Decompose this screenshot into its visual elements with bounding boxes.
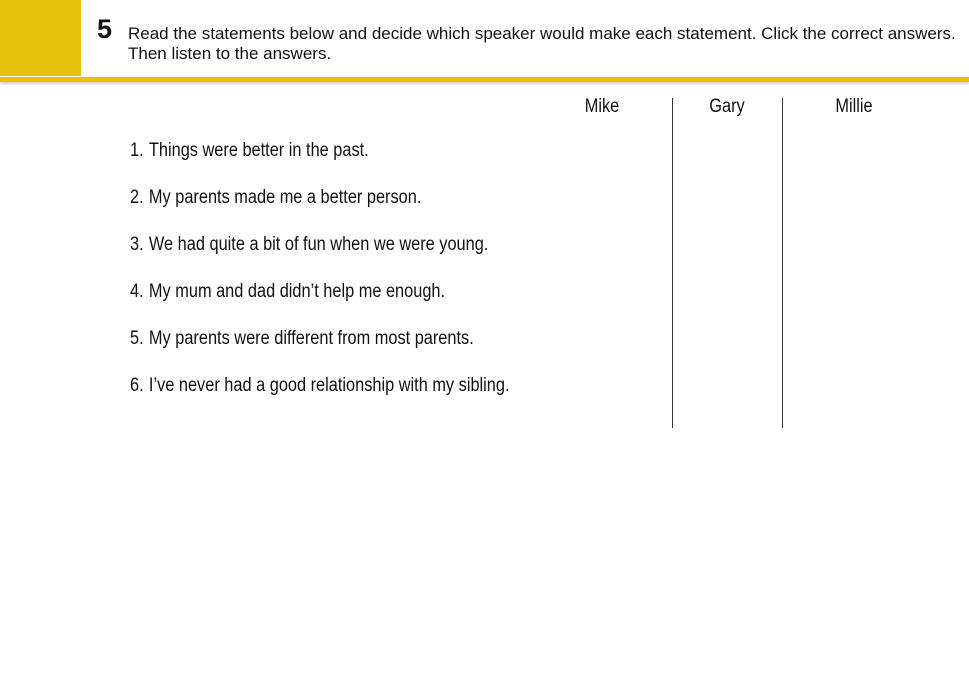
statement-text: My parents were different from most parents. (148, 328, 474, 349)
answer-cell-millie-2[interactable] (784, 179, 924, 219)
column-divider (672, 98, 673, 428)
statement-number: 4. (130, 281, 144, 302)
answer-cell-millie-1[interactable] (784, 132, 924, 172)
answer-cell-gary-5[interactable] (674, 320, 781, 360)
statement-text: Things were better in the past. (148, 140, 369, 161)
statement-list (130, 138, 571, 420)
speaker-header-millie: Millie (835, 96, 873, 117)
statement-3 (130, 232, 510, 279)
answer-cell-mike-4[interactable] (552, 273, 670, 313)
header-accent-block (0, 0, 81, 76)
answer-cell-mike-6[interactable] (552, 367, 670, 407)
statement-number: 3. (130, 234, 144, 255)
answer-cell-gary-2[interactable] (674, 179, 781, 219)
speaker-header-mike: Mike (584, 96, 620, 117)
answer-cell-millie-5[interactable] (784, 320, 924, 360)
answer-cell-mike-2[interactable] (552, 179, 670, 219)
statement-number: 6. (130, 375, 144, 396)
exercise-number: 5 (97, 14, 113, 44)
statement-text: We had quite a bit of fun when we were young. (148, 234, 489, 255)
answer-cell-gary-4[interactable] (674, 273, 781, 313)
statement-number: 1. (130, 140, 144, 161)
statement-6 (130, 373, 510, 420)
answer-cell-millie-3[interactable] (784, 226, 924, 266)
exercise-instructions: Read the statements below and decide which speaker would make each statement. Click the correct answers. Then listen to the answers. (128, 24, 956, 63)
statement-number: 2. (130, 187, 144, 208)
statement-2 (130, 185, 510, 232)
answer-cell-gary-6[interactable] (674, 367, 781, 407)
column-divider (782, 98, 783, 428)
answer-cell-mike-5[interactable] (552, 320, 670, 360)
answer-cell-mike-3[interactable] (552, 226, 670, 266)
answer-cell-mike-1[interactable] (552, 132, 670, 172)
answer-cell-millie-4[interactable] (784, 273, 924, 313)
statement-4 (130, 279, 510, 326)
answer-cell-gary-3[interactable] (674, 226, 781, 266)
statement-1 (130, 138, 510, 185)
statement-text: My mum and dad didn’t help me enough. (148, 281, 446, 302)
statement-text: I’ve never had a good relationship with my sibling. (148, 375, 510, 396)
answer-cell-millie-6[interactable] (784, 367, 924, 407)
statement-number: 5. (130, 328, 144, 349)
header-divider (0, 77, 969, 82)
statement-text: My parents made me a better person. (148, 187, 422, 208)
statement-5 (130, 326, 510, 373)
answer-cell-gary-1[interactable] (674, 132, 781, 172)
speaker-header-gary: Gary (709, 96, 745, 117)
